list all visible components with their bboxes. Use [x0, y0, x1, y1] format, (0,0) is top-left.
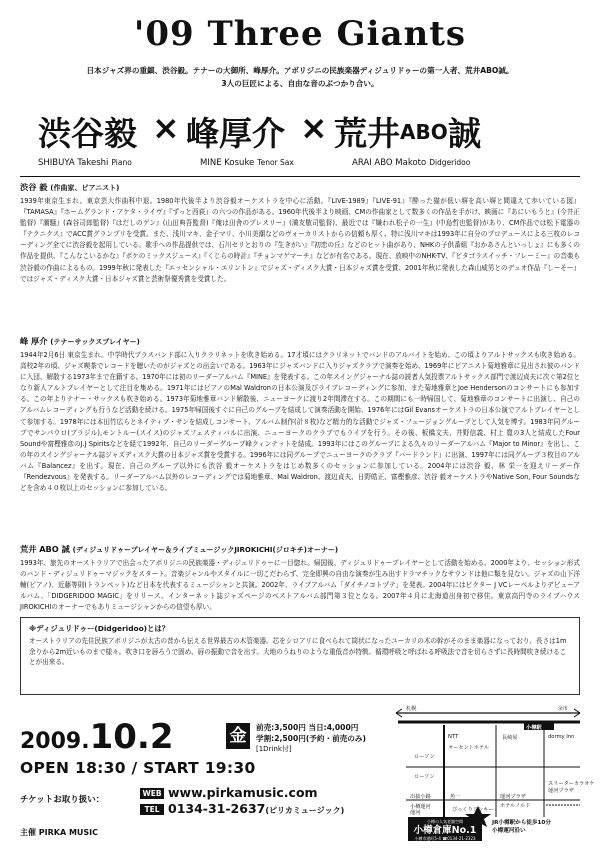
- venue-name: 小樽倉庫No.1: [413, 825, 477, 836]
- arai-romaji: ARAI ABO Makoto Didgeridoo: [352, 158, 471, 168]
- day-of-week: 金: [226, 723, 250, 749]
- bio-mine-heading: 峰 厚介 (テナーサックスプレイヤー): [20, 336, 140, 346]
- bio-shibuya-heading: 渋谷 毅 (作曲家、ピアニスト): [20, 182, 120, 192]
- map-label-sapporo: 札幌: [406, 706, 417, 712]
- venue-map: [396, 705, 595, 843]
- tel-number[interactable]: 0134-31-2637(ピリカミュージック): [168, 801, 345, 816]
- ticket-prices: [256, 723, 366, 755]
- map-label-dormy: dormy Inn: [548, 734, 575, 740]
- price-student: 学割:2,500円(予約・前売のみ): [256, 733, 366, 743]
- event-time: OPEN 18:30 / START 19:30: [20, 759, 256, 777]
- shibuya-name: 渋谷毅: [38, 114, 137, 153]
- bio-arai: [20, 544, 580, 613]
- map-label-lawson-1: ローソン: [414, 754, 435, 760]
- map-label-station: 小樽駅: [526, 725, 542, 731]
- map-label-tokiwa: 出抜小路: [410, 794, 431, 800]
- map-label-orient: オーセントホテル: [448, 745, 490, 751]
- web-link[interactable]: www.pirkamusic.com: [168, 785, 318, 800]
- map-label-hotel-nord: ホテルノルド: [500, 803, 531, 809]
- map-label-canal-east: 運河: [410, 810, 421, 816]
- map-label-bikkuri: びっくりドンキー: [452, 807, 494, 813]
- mine-name: 峰厚介: [186, 114, 285, 153]
- drink-note: [1Drink付]: [256, 745, 292, 753]
- bio-arai-heading: 荒井 ABO 誠 (ディジュリドゥープレイヤー＆ライブミュージックJIROKICHI(ジロキチ)オーナー): [20, 544, 339, 554]
- times-sign-2: ×: [300, 108, 328, 147]
- event-date: 2009.10.2: [20, 717, 174, 757]
- price-advance: 前売:3,500円 当日:4,000円: [256, 723, 359, 732]
- divider-top: [20, 176, 580, 177]
- web-tag: WEB: [140, 788, 164, 799]
- map-label-unga-park: 運河プラザ: [548, 788, 574, 794]
- organizer: 主催 PIRKA MUSIC: [20, 828, 99, 837]
- venue-sub: 小樽の人気老舗空間: [427, 819, 463, 824]
- inquiry-label: チケットお取り扱い：: [20, 795, 105, 805]
- shibuya-romaji: SHIBUYA Takeshi Piano: [38, 158, 132, 168]
- intro-line-2: 3人の巨匠による、自由な音のぶつかり合い。: [221, 79, 379, 88]
- bio-mine-text: 1944年2月6日 東京生まれ。中学時代ブラスバンド部に入りクラリネットを吹き始める。17才頃にはクラリネットでバンドのアルバイトを始め、この頃よりアルトサックスも吹き始める。高校2年の頃、ジャズ喫茶でレコードを聴いたのがジャズとの出会いである。1963年にジャズバンドに入りジャズクラブで演奏を始め、1969年にピアニスト菊地雅章に見出され彼のバンドに入団、解散する1973年まで在籍する。1970年には初のリーダーアルバム『MINE』を発表する。この年スイングジャーナル誌の読者人気投票アルトサックス部門で渡辺貞夫に次ぐ第2位となり新人アルトプレイヤーとして注目を集める。1971年にはピアノのMal Waldronの日本公演及びライブレコーディングに参加、また菊地雅章とJoe Hendersonのコンサートにも参加する。この年よりテナー・サックスも吹き始める。1973年菊地雅章バンド解散後、ニューヨークに渡り2年間滞在する。この期間にも一時帰国して、菊地雅章のコンサートに出演し、自己のアルバムレコーディングも行うなど活動を続ける。1975年帰国後すぐに自己のグループを結成して演奏活動を開始、1976年にはGil Evansオーケストラの日本公演でアルトプレイヤーとして参加する。1978年には本田竹広らとネイティブ・サンを結成しコンサート、アルバム制作(計８枚)など精力的な活動でジャズ・フュージョングループとして人気を博す。1983年同グループでサンパウロ(ブラジル),モントルー(スイス)のジャズフェスティバルに出演、ニューヨークのクラブでもライブを行う。その後、板橋文夫、井野信義、村上 寛の3人と結成したFour Soundや富樫雅彦のJ.J Spiritsなどを経て1992年、自己のリーダーグループ峰クィンテットを結成。1993年にはこのグループによる久々のリーダーアルバム『Major to Minor』を出し、この年のスイングジャーナル誌ジャズディスク大賞の日本ジャズ賞を受賞する。1996年には同グループでニューヨークのクラブ『バードランド』に出演、1997年には同グループ３枚目のアルバム『Balancez』を出す。現在、自己のグループ以外にも渋谷 毅オーケストラをはじめ数多くのセッションに参加している。2004年には渋谷 毅、林 栄一を迎えリーダー作『Rendezvous』を発表する。リーダーアルバム以外のレコーディングでは菊地雅章、Mal Waldron、渡辺貞夫、日野皓正、富樫雅彦、渋谷 毅オーケストラやNative Son, Four Soundsなどを含め４０枚以上のセッションに参加している。: [20, 351, 580, 493]
- map-label-yoichi: 余市: [557, 706, 568, 712]
- map-label-nagasaki: 長崎屋: [502, 735, 518, 741]
- map-label-lawson-2: ローソン: [414, 774, 435, 780]
- event-title: '09 Three Giants: [133, 14, 467, 54]
- arai-name-abo: ABO: [400, 120, 448, 144]
- map-label-unga-plaza: 運河プラザ: [500, 794, 526, 800]
- intro-text: [20, 64, 580, 90]
- map-label-canal-west: 小樽運河: [410, 804, 431, 810]
- times-sign-1: ×: [152, 108, 180, 147]
- tel-tag: TEL: [140, 804, 164, 815]
- arai-name-a: 荒井: [334, 114, 400, 153]
- intro-line-1: 日本ジャズ界の重鎮、渋谷毅。テナーの大御所、峰厚介。アボリジニの民族楽器ディジュリドゥーの第一人者、荒井ABO誠。: [86, 66, 514, 75]
- bio-arai-text: 1993年、旅先のオーストラリアで出会ったアボリジニの民族楽器・ディジュリドゥーに一目惚れ。帰国後、ディジュリドゥープレイヤーとして活動を始める。2000年より、セッション形式のバンド・ディジュリドゥーマジックをスタート。音楽ジャンルやスタイルに一切こだわらず、完全即興の自由な演奏が生み出すドラマチックなサウンドは他に類を見ない。ジャズの山下洋輔(ピアノ)、近藤等則(トランペット)など日本を代表するミュージシャンと共演。2002年、ライブアルバム「ダイチノコトヅテ」を発表。2004年にはビクター J VCレーベルよりデビューアルバム、「DIDGERIDOO MAGIC」をリリース。インターネット誌ジャズページのベストアルバム部門第３位となる。2007年４月に北海道出身初で移住。東京高円寺のライブハウスJIROKICHIのオーナーでもありミュージシャンからの信望も厚い。: [20, 559, 580, 612]
- event-info: [20, 705, 390, 841]
- bio-mine: [20, 336, 580, 494]
- map-label-ntt: NTT: [448, 734, 459, 740]
- map-label-karaoke: スリーターカラオケ: [548, 781, 595, 787]
- note-text: オーストラリアの先住民族アボリジニが太古の昔から伝える世界最古の木管楽器。芯をシロアリに食べられて筒状になったユーカリの木の幹がそのまま楽器になっており、長さは1m余りから2m近いものまで様々。吹き口を唇ろうで固め、唇の振動で音を出す。大地のうねりのような重低音が特徴。循環呼吸と呼ばれる呼吸法で音を切らさずに長時間吹き続けることが出来る。: [29, 637, 567, 666]
- map-label-uoichi: 魚一: [450, 794, 461, 800]
- venue-access: JR小樽駅から徒歩10分 小樽運河沿い: [492, 820, 551, 834]
- venue-box: [408, 817, 482, 841]
- performer-names: [0, 108, 600, 158]
- venue-address: 小樽市港町5-4 ☎0134-21-2323: [414, 836, 476, 841]
- didgeridoo-note: [20, 617, 580, 695]
- arai-name-b: 誠: [448, 114, 481, 153]
- bio-shibuya: [20, 182, 580, 285]
- mine-romaji: MINE Kosuke Tenor Sax: [200, 158, 294, 168]
- note-title: ※ディジュリドゥー(Didgeridoo)とは？: [29, 624, 170, 633]
- bio-shibuya-text: 1939年東京生まれ。東京芸大作曲科中退。1980年代後半より渋谷毅オーケストラを中心に活動。『LIVE-1989』『LIVE-91』『酔った猫が低い塀を高い塀と間違えて歩いている図』『TAMASA』『ホームグランド・アケタ・ライヴ』『ずっと西荻』の六つの作品がある。1960年代後半より映画、CMの作曲家として数多くの作品を手がけ、映画に『あにいもうと』(今井正監督)『潮騒』(森谷司郎監督)『はだしのゲン』(山田典吾監督)『俺は田舎のプレスリー』(満友敬司監督)、最近では『嫌われ松子の一生』(中島哲也監督)があり、CM作品では松下電器の『テクニクス』でACC賞グランプリを受賞。また、浅川マキ、金子マリ、小川美潮などのヴォーカリストからの信頼も厚く、特に浅川マキは1993年に自分のプロデュースによる三枚のレコーディング全てに渋谷毅を起用している。歌手への作品提供では、石川セリとおりの『生きがい』『初恋の丘』などのヒット曲があり、NHKの子供番組『おかあさんといっしょ』にも多くの作品を提供、『こんなこいるかな』『ポケのミックスジュース』『くじらの時計』『チョンマゲマーチ』などが有名である。現在、放映中のNHK-TV、『ピタゴラスイッチ・フレーミー』の音楽も渋谷毅の作曲によるもの。1999年秋に発表した『エッセンシャル・エリントン』でジャズ・ディスク大賞・日本ジャズ賞を受賞、2001年秋に発表した森山威男とのデュオ作品『しーそー』ではジャズ・ディスク大賞・日本ジャズ賞と芸術祭優秀賞を受賞した。: [20, 197, 580, 283]
